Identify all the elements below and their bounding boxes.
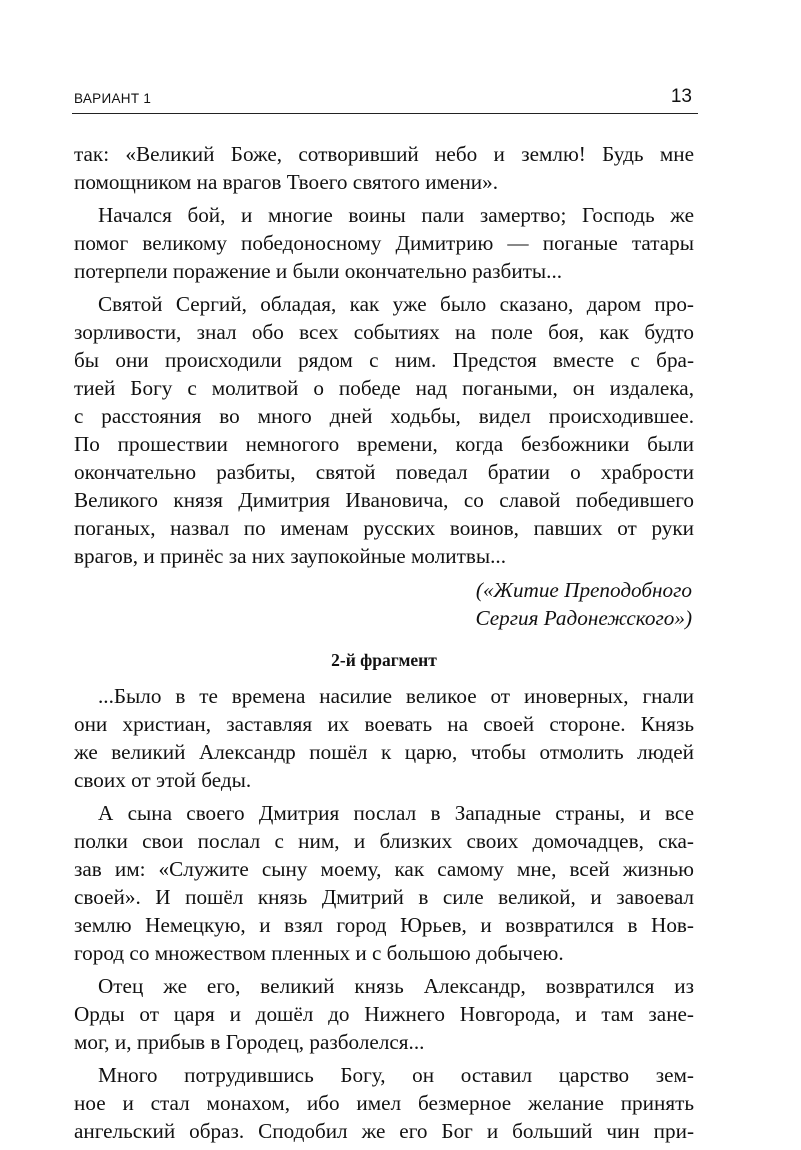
text-line: тией Богу с молитвой о победе над погаными, он издалека, [74, 376, 694, 400]
text-line: зорливости, знал обо всех событиях на поле боя, как будто [74, 320, 694, 344]
text-line: Много потрудившись Богу, он оставил царство зем- [98, 1063, 694, 1087]
source-citation [74, 576, 694, 632]
text-line: своих от этой беды. [74, 768, 252, 792]
text-line: врагов, и принёс за них заупокойные молитвы... [74, 544, 507, 568]
text-line: ангельский образ. Сподобил же его Бог и больший чин при- [74, 1119, 694, 1143]
text-line: окончательно разбиты, святой поведал братии о храбрости [74, 460, 694, 484]
body-text [74, 140, 694, 1150]
text-line: город со множеством пленных и с большою добычею. [74, 941, 564, 965]
text-line: ное и стал монахом, ибо имел безмерное желание принять [74, 1091, 694, 1115]
text-line: Великого князя Димитрия Ивановича, со славой победившего [74, 488, 694, 512]
text-line: землю Немецкую, и взял город Юрьев, и возвратился в Нов- [74, 913, 694, 937]
text-line: потерпели поражение и были окончательно разбиты... [74, 259, 563, 283]
text-line: Орды от царя и дошёл до Нижнего Новгорода, и там зане- [74, 1002, 694, 1026]
citation-line: Сергия Радонежского») [475, 606, 692, 630]
text-line: так: «Великий Боже, сотворивший небо и землю! Будь мне [74, 142, 694, 166]
text-line: бы они происходили рядом с ним. Предстоя вместе с бра- [74, 348, 694, 372]
paragraph [74, 799, 694, 967]
text-line: поганых, назвал по именам русских воинов, павших от руки [74, 516, 694, 540]
text-line: своей». И пошёл князь Дмитрий в силе великой, и завоевал [74, 885, 694, 909]
paragraph [74, 201, 694, 285]
running-head [72, 86, 698, 110]
citation-line: («Житие Преподобного [475, 578, 692, 602]
paragraph [74, 972, 694, 1056]
paragraph [74, 290, 694, 570]
text-line: полки свои послал с ним, и близких своих домочадцев, ска- [74, 829, 694, 853]
header-rule [72, 113, 698, 114]
text-line: Начался бой, и многие воины пали замертво; Господь же [98, 203, 694, 227]
fragment-heading: 2-й фрагмент [331, 650, 437, 670]
text-line: с расстояния во много дней ходьбы, видел происходившее. [74, 404, 694, 428]
text-line: Святой Сергий, обладая, как уже было сказано, даром про- [98, 292, 694, 316]
paragraph [74, 682, 694, 794]
text-line: Отец же его, великий князь Александр, возвратился из [98, 974, 694, 998]
paragraph [74, 1061, 694, 1145]
text-line: мог, и, прибыв в Городец, разболелся... [74, 1030, 425, 1054]
text-line: они христиан, заставляя их воевать на своей стороне. Князь [74, 712, 694, 736]
text-line: зав им: «Служите сыну моему, как самому мне, всей жизнью [74, 857, 694, 881]
text-line: А сына своего Дмитрия послал в Западные страны, и все [98, 801, 694, 825]
text-line: ...Было в те времена насилие великое от иноверных, гнали [98, 684, 694, 708]
section-label: ВАРИАНТ 1 [74, 91, 152, 106]
text-line: По прошествии немногого времени, когда безбожники были [74, 432, 694, 456]
paragraph [74, 140, 694, 196]
text-line: помощником на врагов Твоего святого имени». [74, 170, 499, 194]
text-line: же великий Александр пошёл к царю, чтобы отмолить людей [74, 740, 694, 764]
page-number: 13 [670, 86, 692, 107]
text-line: помог великому победоносному Димитрию — поганые татары [74, 231, 694, 255]
